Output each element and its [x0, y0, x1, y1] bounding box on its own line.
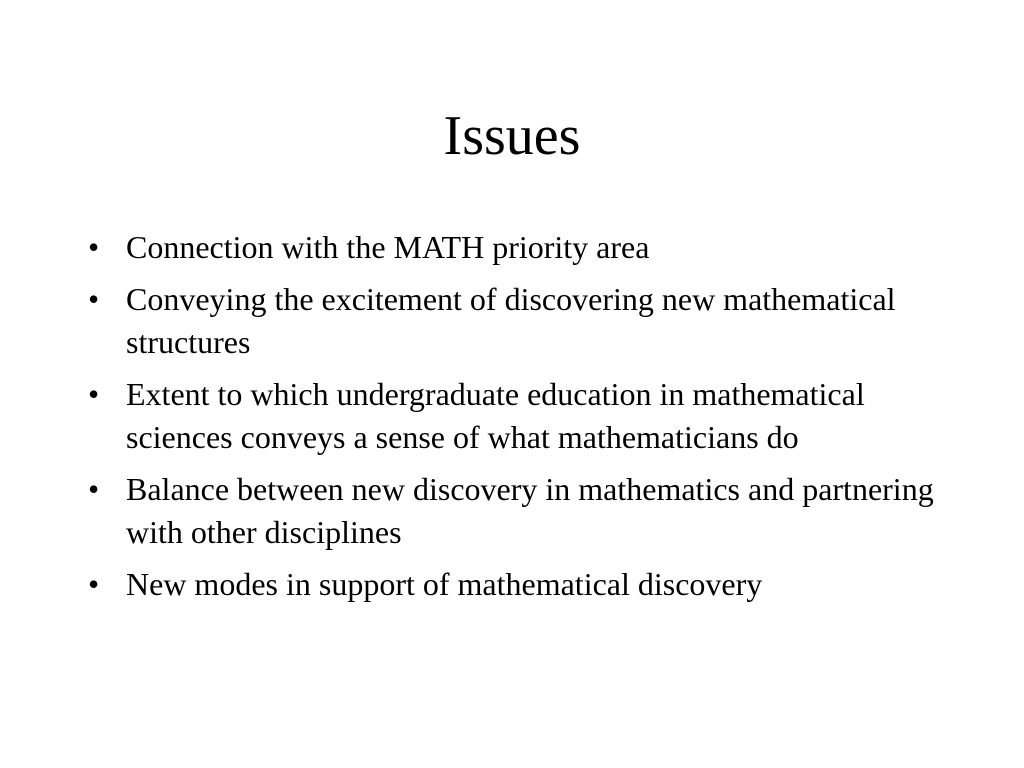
bullet-icon: •: [88, 376, 100, 412]
bullet-icon: •: [88, 471, 100, 507]
bullet-icon: •: [88, 566, 100, 602]
bullet-text: Conveying the excitement of discovering new mathematical structures: [126, 281, 896, 360]
bullet-icon: •: [88, 281, 100, 317]
bullet-list: [88, 226, 948, 615]
slide-title: Issues: [443, 105, 581, 167]
bullet-text: Extent to which undergraduate education in mathematical sciences conveys a sense of what mathematicians do: [126, 376, 865, 455]
bullet-item: [88, 468, 948, 554]
bullet-item: [88, 278, 948, 364]
bullet-item: [88, 373, 948, 459]
bullet-item: [88, 226, 948, 269]
bullet-icon: •: [88, 229, 100, 265]
bullet-text: Balance between new discovery in mathematics and partnering with other disciplines: [126, 471, 934, 550]
bullet-text: New modes in support of mathematical discovery: [126, 566, 763, 602]
bullet-item: [88, 563, 948, 606]
bullet-text: Connection with the MATH priority area: [126, 229, 650, 265]
